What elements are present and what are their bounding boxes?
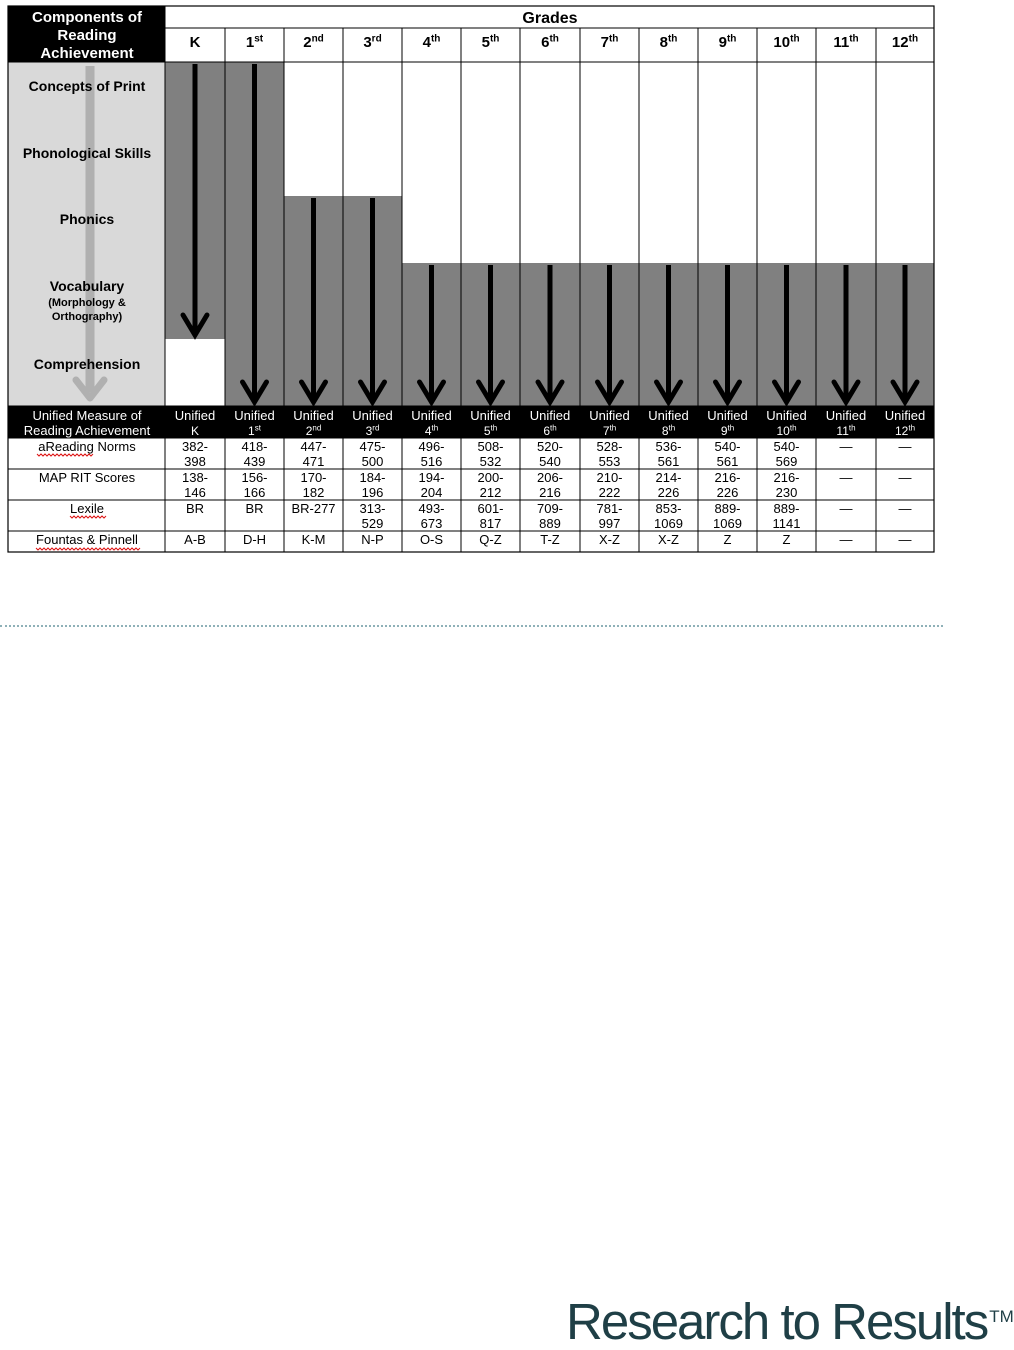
measure-value: 1141 bbox=[772, 516, 801, 531]
measure-value: 997 bbox=[598, 516, 621, 531]
measure-value: — bbox=[898, 501, 912, 516]
measure-label-areading-norms: aReading Norms bbox=[38, 439, 136, 454]
measure-value: 553 bbox=[598, 454, 621, 469]
unified-grade: K bbox=[190, 424, 200, 438]
unified-grade: 5th bbox=[483, 423, 498, 438]
measure-label-map-rit-scores: MAP RIT Scores bbox=[38, 470, 136, 485]
measure-value: — bbox=[839, 439, 853, 454]
component-label-comprehension: Comprehension bbox=[33, 356, 141, 372]
measure-value: 204 bbox=[420, 485, 443, 500]
measure-value: 166 bbox=[243, 485, 266, 500]
measure-label-lexile: Lexile bbox=[70, 501, 104, 516]
grade-header-12th: 12th bbox=[891, 33, 919, 51]
measure-value: 673 bbox=[420, 516, 443, 531]
component-sublabel: Orthography) bbox=[51, 311, 123, 323]
measure-value: 214- bbox=[655, 470, 682, 485]
brand-trademark: TM bbox=[989, 1307, 1014, 1326]
brand-text: Research to Results bbox=[566, 1293, 988, 1350]
unified-word: Unified bbox=[470, 408, 511, 423]
unified-grade: 7th bbox=[602, 423, 617, 438]
measure-value: 194- bbox=[418, 470, 445, 485]
measure-value: 540 bbox=[539, 454, 561, 469]
measure-value: 156- bbox=[241, 470, 268, 485]
spellcheck-underline bbox=[36, 548, 140, 550]
spellcheck-underline bbox=[37, 454, 93, 456]
measure-value: 196 bbox=[361, 485, 384, 500]
measure-label-fountas-pinnell: Fountas & Pinnell bbox=[36, 532, 138, 547]
measure-value: 216 bbox=[539, 485, 561, 500]
unified-word: Unified bbox=[174, 408, 216, 423]
measure-value: 138- bbox=[181, 470, 209, 485]
grade-header-2nd: 2nd bbox=[303, 33, 324, 51]
measure-value: BR-277 bbox=[291, 501, 336, 516]
measure-value: 601- bbox=[477, 501, 504, 516]
grade-header-3rd: 3rd bbox=[363, 33, 382, 51]
measure-value: 528- bbox=[596, 439, 623, 454]
components-header-text: Reading bbox=[57, 27, 117, 44]
reading-achievement-table bbox=[0, 0, 995, 600]
measure-value: 146 bbox=[184, 485, 206, 500]
measure-value: — bbox=[839, 532, 853, 547]
unified-grade: 6th bbox=[543, 423, 557, 438]
measure-value: 170- bbox=[300, 470, 327, 485]
grade-header-10th: 10th bbox=[773, 33, 800, 51]
component-label-concepts-of-print: Concepts of Print bbox=[28, 78, 146, 94]
spellcheck-underline bbox=[70, 516, 106, 518]
measure-value: Q-Z bbox=[479, 532, 502, 547]
measure-value: 212 bbox=[479, 485, 502, 500]
measure-value: 475- bbox=[359, 439, 386, 454]
measure-value: X-Z bbox=[658, 532, 679, 547]
measure-value: 210- bbox=[596, 470, 623, 485]
unified-label: Unified Measure of bbox=[32, 408, 142, 423]
measure-value: 569 bbox=[775, 454, 798, 469]
brand-logo bbox=[566, 1293, 1014, 1350]
unified-grade: 11th bbox=[836, 423, 856, 438]
measure-value: O-S bbox=[419, 532, 444, 547]
measure-value: 529 bbox=[361, 516, 384, 531]
measure-value: A-B bbox=[184, 532, 206, 547]
measure-value: 382- bbox=[181, 439, 209, 454]
measure-value: 889 bbox=[539, 516, 561, 531]
measure-value: Z bbox=[782, 532, 791, 547]
unified-word: Unified bbox=[766, 408, 807, 423]
measure-value: D-H bbox=[242, 532, 267, 547]
measure-value: — bbox=[839, 470, 853, 485]
measure-value: N-P bbox=[361, 532, 384, 547]
measure-value: 508- bbox=[477, 439, 504, 454]
measure-value: — bbox=[839, 501, 853, 516]
measure-value: 439 bbox=[243, 454, 266, 469]
measure-value: 200- bbox=[477, 470, 504, 485]
unified-word: Unified bbox=[884, 408, 926, 423]
measure-value: 447- bbox=[300, 439, 327, 454]
measure-value: 561 bbox=[716, 454, 739, 469]
unified-word: Unified bbox=[648, 408, 689, 423]
measure-value: X-Z bbox=[599, 532, 620, 547]
measure-value: 889- bbox=[714, 501, 741, 516]
measure-value: 182 bbox=[302, 485, 325, 500]
grade-header-9th: 9th bbox=[718, 33, 737, 51]
measure-value: — bbox=[898, 439, 912, 454]
dotted-divider bbox=[0, 625, 943, 627]
measure-value: 222 bbox=[598, 485, 621, 500]
components-header-text: Components of bbox=[32, 9, 142, 26]
measure-value: 398 bbox=[184, 454, 206, 469]
measure-value: T-Z bbox=[540, 532, 560, 547]
measure-value: — bbox=[898, 532, 912, 547]
measure-value: 817 bbox=[479, 516, 502, 531]
measure-value: 496- bbox=[418, 439, 445, 454]
measure-value: 216- bbox=[714, 470, 741, 485]
measure-value: 536- bbox=[655, 439, 682, 454]
measure-value: Z bbox=[723, 532, 732, 547]
unified-grade: 4th bbox=[424, 423, 439, 438]
unified-grade: 2nd bbox=[305, 423, 322, 438]
grade-header-k: K bbox=[189, 34, 201, 51]
measure-value: BR bbox=[185, 501, 205, 516]
measure-value: 709- bbox=[536, 501, 564, 516]
unified-word: Unified bbox=[411, 408, 452, 423]
measure-value: 226 bbox=[657, 485, 680, 500]
grade-header-4th: 4th bbox=[422, 33, 441, 51]
component-sublabel: (Morphology & bbox=[48, 297, 126, 309]
measure-value: 781- bbox=[596, 501, 623, 516]
component-label-phonics: Phonics bbox=[59, 211, 115, 227]
measure-value: 493- bbox=[418, 501, 445, 516]
grade-header-6th: 6th bbox=[541, 33, 559, 51]
measure-value: 516 bbox=[420, 454, 443, 469]
unified-word: Unified bbox=[352, 408, 393, 423]
measure-value: 540- bbox=[714, 439, 741, 454]
component-label-vocabulary: Vocabulary bbox=[49, 278, 125, 294]
unified-label: Reading Achievement bbox=[23, 423, 151, 438]
grade-header-5th: 5th bbox=[481, 33, 500, 51]
measure-value: 1069 bbox=[713, 516, 742, 531]
unified-grade: 8th bbox=[661, 423, 676, 438]
unified-word: Unified bbox=[529, 408, 571, 423]
unified-grade: 3rd bbox=[365, 423, 380, 438]
grade-header-7th: 7th bbox=[600, 33, 619, 51]
measure-value: 853- bbox=[655, 501, 682, 516]
measure-value: 418- bbox=[241, 439, 268, 454]
unified-grade: 12th bbox=[894, 423, 916, 438]
grades-title: Grades bbox=[522, 10, 578, 27]
unified-word: Unified bbox=[293, 408, 334, 423]
measure-value: 226 bbox=[716, 485, 739, 500]
measure-value: 216- bbox=[773, 470, 800, 485]
measure-value: 889- bbox=[773, 501, 800, 516]
measure-value: 313- bbox=[359, 501, 386, 516]
grade-header-11th: 11th bbox=[833, 33, 859, 51]
measure-value: 230 bbox=[775, 485, 798, 500]
component-label-phonological-skills: Phonological Skills bbox=[22, 145, 152, 161]
measure-value: BR bbox=[245, 501, 264, 516]
unified-word: Unified bbox=[589, 408, 630, 423]
grade-header-8th: 8th bbox=[659, 33, 678, 51]
unified-grade: 1st bbox=[248, 423, 261, 438]
measure-value: K-M bbox=[301, 532, 326, 547]
measure-value: 500 bbox=[361, 454, 384, 469]
grade-header-1st: 1st bbox=[245, 33, 264, 51]
measure-value: 532 bbox=[479, 454, 502, 469]
unified-word: Unified bbox=[825, 408, 867, 423]
components-header-text: Achievement bbox=[40, 45, 134, 62]
unified-grade: 10th bbox=[776, 423, 797, 438]
measure-value: 471 bbox=[302, 454, 325, 469]
measure-value: 561 bbox=[657, 454, 680, 469]
unified-word: Unified bbox=[707, 408, 748, 423]
unified-grade: 9th bbox=[720, 423, 735, 438]
measure-value: 1069 bbox=[654, 516, 683, 531]
measure-value: 206- bbox=[536, 470, 564, 485]
measure-value: 540- bbox=[773, 439, 800, 454]
measure-value: 520- bbox=[536, 439, 564, 454]
measure-value: — bbox=[898, 470, 912, 485]
measure-value: 184- bbox=[359, 470, 386, 485]
unified-word: Unified bbox=[234, 408, 275, 423]
